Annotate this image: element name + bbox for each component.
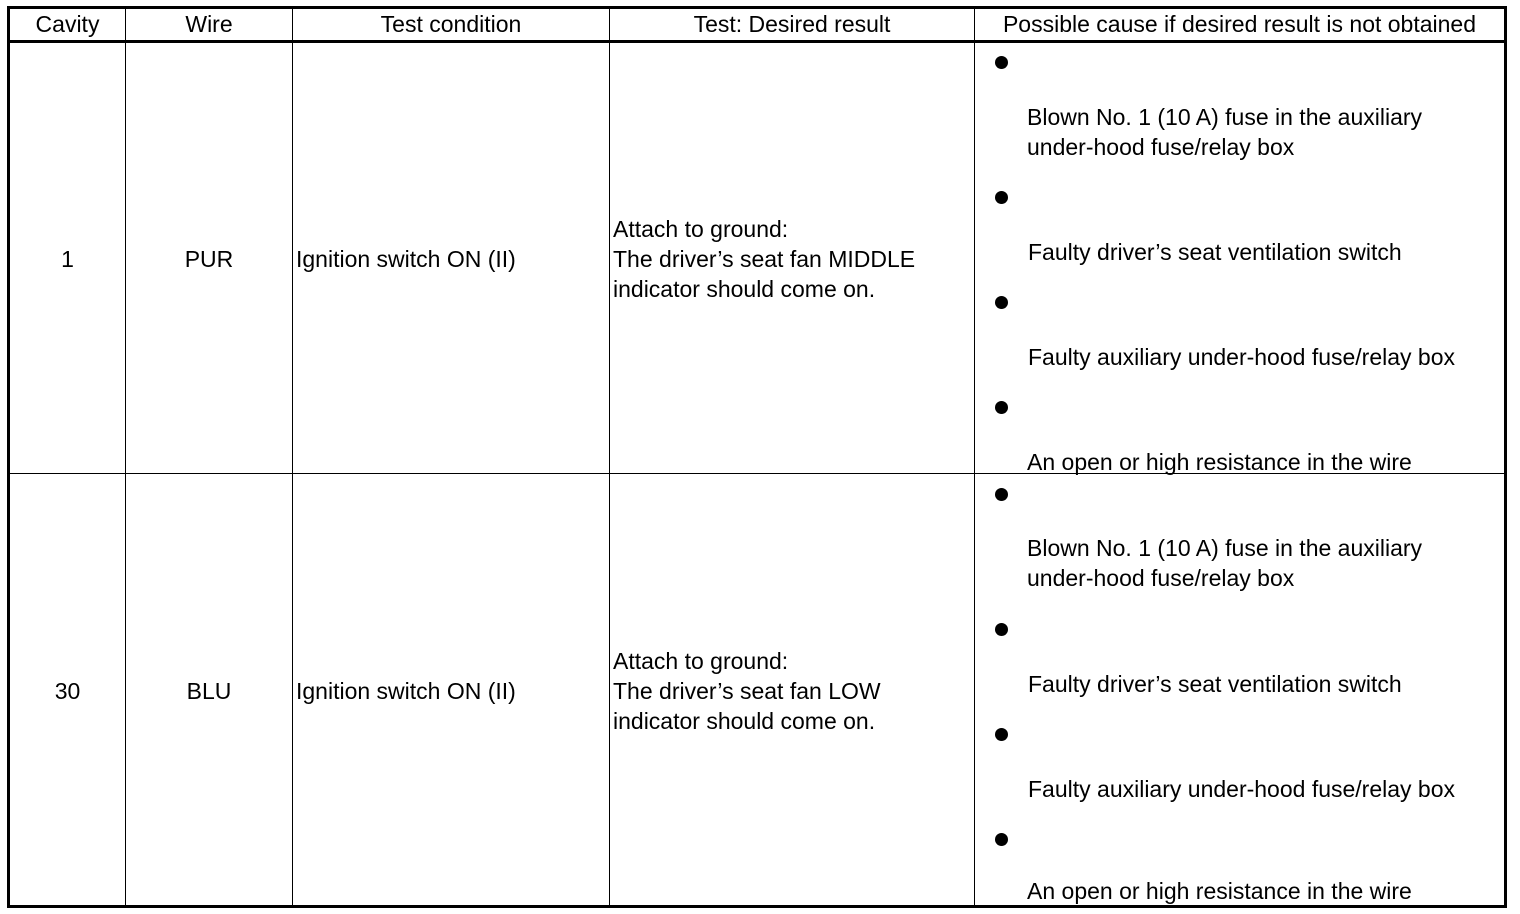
test-condition-cell: Ignition switch ON (II): [296, 246, 516, 272]
cavity-cell: 30: [54, 678, 81, 704]
cause-text: Faulty driver’s seat ventilation switch: [1028, 671, 1402, 697]
column-divider: [974, 9, 975, 905]
cause-text: Faulty driver’s seat ventilation switch: [1028, 239, 1402, 265]
test-condition-cell: Ignition switch ON (II): [296, 678, 516, 704]
result-line: Attach to ground:: [613, 648, 789, 674]
header-divider: [10, 40, 1504, 43]
bullet-icon: [995, 488, 1008, 501]
header-possible-cause: Possible cause if desired result is not obtained: [1002, 11, 1477, 37]
cause-text: Blown No. 1 (10 A) fuse in the auxiliary: [1027, 535, 1423, 561]
header-wire: Wire: [185, 11, 233, 37]
cause-text: An open or high resistance in the wire: [1027, 449, 1412, 475]
header-cavity: Cavity: [35, 11, 100, 37]
column-divider: [125, 9, 126, 905]
cause-text: under-hood fuse/relay box: [1027, 134, 1295, 160]
bullet-icon: [995, 401, 1008, 414]
cause-text: Faulty auxiliary under-hood fuse/relay box: [1028, 776, 1456, 802]
bullet-icon: [995, 728, 1008, 741]
bullet-icon: [995, 56, 1008, 69]
cause-text: An open or high resistance in the wire: [1027, 878, 1412, 904]
bullet-icon: [995, 191, 1008, 204]
result-line: The driver’s seat fan MIDDLE: [613, 246, 916, 272]
result-line: indicator should come on.: [613, 276, 876, 302]
wire-cell: PUR: [184, 246, 234, 272]
column-divider: [292, 9, 293, 905]
test-table: [7, 6, 1507, 908]
cause-text: Blown No. 1 (10 A) fuse in the auxiliary: [1027, 104, 1423, 130]
bullet-icon: [995, 296, 1008, 309]
bullet-icon: [995, 833, 1008, 846]
cause-text: Faulty auxiliary under-hood fuse/relay box: [1028, 344, 1456, 370]
wire-cell: BLU: [186, 678, 232, 704]
result-line: Attach to ground:: [613, 216, 789, 242]
header-test-condition: Test condition: [380, 11, 522, 37]
column-divider: [609, 9, 610, 905]
header-desired-result: Test: Desired result: [693, 11, 891, 37]
bullet-icon: [995, 623, 1008, 636]
result-line: indicator should come on.: [613, 708, 876, 734]
cavity-cell: 1: [61, 246, 74, 272]
cause-text: under-hood fuse/relay box: [1027, 565, 1295, 591]
result-line: The driver’s seat fan LOW: [613, 678, 881, 704]
